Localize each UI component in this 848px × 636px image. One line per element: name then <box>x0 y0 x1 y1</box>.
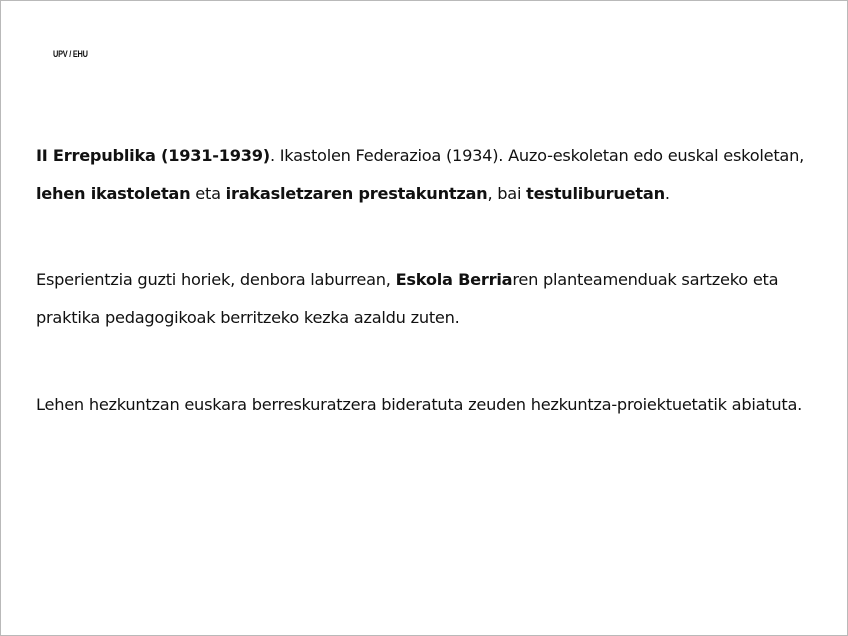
bold-phrase: lehen ikastoletan <box>36 184 191 203</box>
text-segment: . <box>664 184 670 203</box>
bold-phrase: Eskola Berria <box>395 270 513 289</box>
bold-phrase: irakasletzaren prestakuntzan <box>225 184 488 203</box>
paragraph-second-republic <box>36 137 826 213</box>
paragraph-new-school <box>36 261 826 337</box>
paragraph-primary-education <box>36 386 826 424</box>
text-segment: , bai <box>487 184 527 203</box>
text-segment: Esperientzia guzti horiek, denbora laburrean, <box>36 270 396 289</box>
bold-phrase: II Errepublika (1931-1939) <box>36 146 270 165</box>
text-segment: . Ikastolen Federazioa (1934). Auzo-eskoletan edo euskal eskoletan, <box>269 146 804 165</box>
text-segment: ren planteamenduak sartzeko eta praktika pedagogikoak berritzeko kezka azaldu zuten. <box>36 270 779 327</box>
text-segment: Lehen hezkuntzan euskara berreskuratzera bideratuta zeuden hezkuntza-proiektuetatik abiatuta. <box>36 395 803 414</box>
bold-phrase: testuliburuetan <box>526 184 665 203</box>
text-segment: eta <box>190 184 226 203</box>
university-logo: UPV / EHU <box>53 49 88 59</box>
